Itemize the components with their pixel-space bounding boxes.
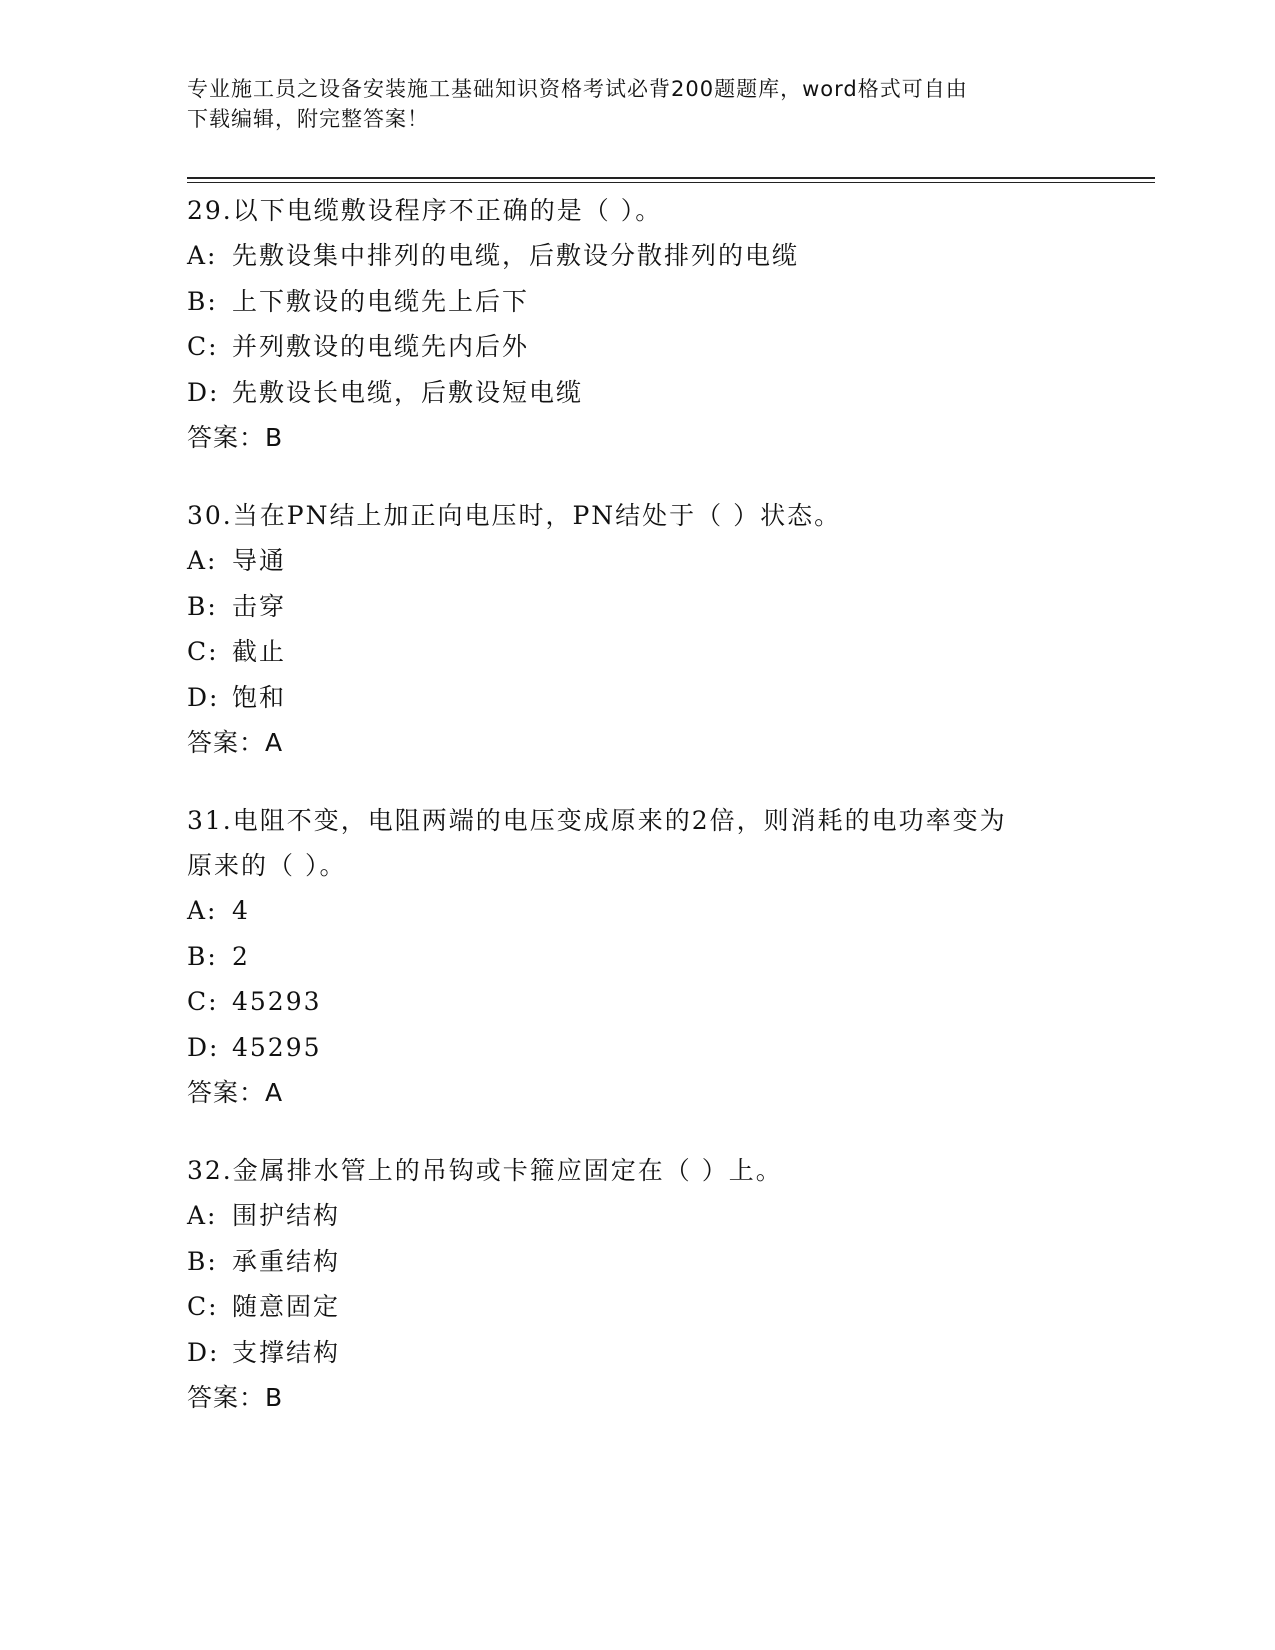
question-stem-line-1: 31.电阻不变，电阻两端的电压变成原来的2倍，则消耗的电功率变为 xyxy=(187,806,1007,835)
option-a xyxy=(187,1193,1087,1239)
answer-label: 答案： xyxy=(187,1383,266,1412)
answer-value: B xyxy=(265,423,284,452)
option-text: 承重结构 xyxy=(232,1246,341,1276)
question-32 xyxy=(187,1148,1087,1421)
option-letter: A: xyxy=(187,896,218,925)
option-letter: D: xyxy=(187,377,220,407)
option-letter: B: xyxy=(187,941,218,971)
answer-line xyxy=(187,720,1087,766)
answer-line xyxy=(187,1070,1087,1116)
header-line-2: 下载编辑，附完整答案！ xyxy=(187,107,429,131)
question-31 xyxy=(187,798,1087,1116)
header-divider-thick xyxy=(187,177,1155,179)
option-c xyxy=(187,979,1087,1025)
option-d xyxy=(187,370,1087,416)
option-b xyxy=(187,934,1087,980)
option-text: 2 xyxy=(232,941,250,971)
option-text: 饱和 xyxy=(232,682,287,712)
option-d xyxy=(187,1025,1087,1071)
option-letter: D: xyxy=(187,1337,220,1367)
option-b xyxy=(187,584,1087,630)
option-text: 先敷设长电缆，后敷设短电缆 xyxy=(232,377,584,407)
question-30 xyxy=(187,493,1087,766)
option-c xyxy=(187,629,1087,675)
header-divider-thin xyxy=(187,182,1155,183)
answer-line xyxy=(187,415,1087,461)
option-b xyxy=(187,1239,1087,1285)
option-text: 45293 xyxy=(232,987,322,1016)
option-text: 上下敷设的电缆先上后下 xyxy=(232,286,530,316)
option-d xyxy=(187,675,1087,721)
option-a xyxy=(187,888,1087,934)
answer-label: 答案： xyxy=(187,728,266,757)
question-stem: 32.金属排水管上的吊钩或卡箍应固定在（ ）上。 xyxy=(187,1156,783,1185)
answer-label: 答案： xyxy=(187,423,266,452)
option-text: 4 xyxy=(232,896,250,925)
option-text: 围护结构 xyxy=(232,1201,341,1230)
answer-value: B xyxy=(265,1383,284,1412)
option-letter: A: xyxy=(187,546,218,575)
option-letter: A: xyxy=(187,241,218,270)
option-letter: A: xyxy=(187,1201,218,1230)
option-text: 击穿 xyxy=(232,591,287,621)
option-c xyxy=(187,1284,1087,1330)
option-text: 随意固定 xyxy=(232,1292,341,1321)
option-letter: B: xyxy=(187,591,218,621)
option-a xyxy=(187,538,1087,584)
question-stem: 30.当在PN结上加正向电压时，PN结处于（ ）状态。 xyxy=(187,501,842,530)
answer-value: A xyxy=(265,728,284,757)
option-letter: B: xyxy=(187,286,218,316)
answer-line xyxy=(187,1375,1087,1421)
option-a xyxy=(187,233,1087,279)
question-stem-line-2: 原来的（ ）。 xyxy=(187,851,347,880)
option-text: 先敷设集中排列的电缆，后敷设分散排列的电缆 xyxy=(232,241,800,270)
question-29 xyxy=(187,188,1087,461)
option-text: 45295 xyxy=(232,1032,322,1062)
option-text: 截止 xyxy=(232,637,287,666)
option-letter: D: xyxy=(187,682,220,712)
option-letter: B: xyxy=(187,1246,218,1276)
header-line-1: 专业施工员之设备安装施工基础知识资格考试必背200题题库，word格式可自由 xyxy=(187,77,968,101)
option-letter: C: xyxy=(187,987,219,1016)
option-text: 支撑结构 xyxy=(232,1337,341,1367)
option-d xyxy=(187,1330,1087,1376)
option-letter: D: xyxy=(187,1032,220,1062)
option-text: 并列敷设的电缆先内后外 xyxy=(232,332,530,361)
question-stem: 29.以下电缆敷设程序不正确的是（ ）。 xyxy=(187,196,663,225)
document-header xyxy=(187,74,1067,134)
option-c xyxy=(187,324,1087,370)
option-letter: C: xyxy=(187,332,219,361)
answer-value: A xyxy=(265,1078,284,1107)
option-letter: C: xyxy=(187,1292,219,1321)
answer-label: 答案： xyxy=(187,1078,266,1107)
option-b xyxy=(187,279,1087,325)
option-text: 导通 xyxy=(232,546,287,575)
option-letter: C: xyxy=(187,637,219,666)
